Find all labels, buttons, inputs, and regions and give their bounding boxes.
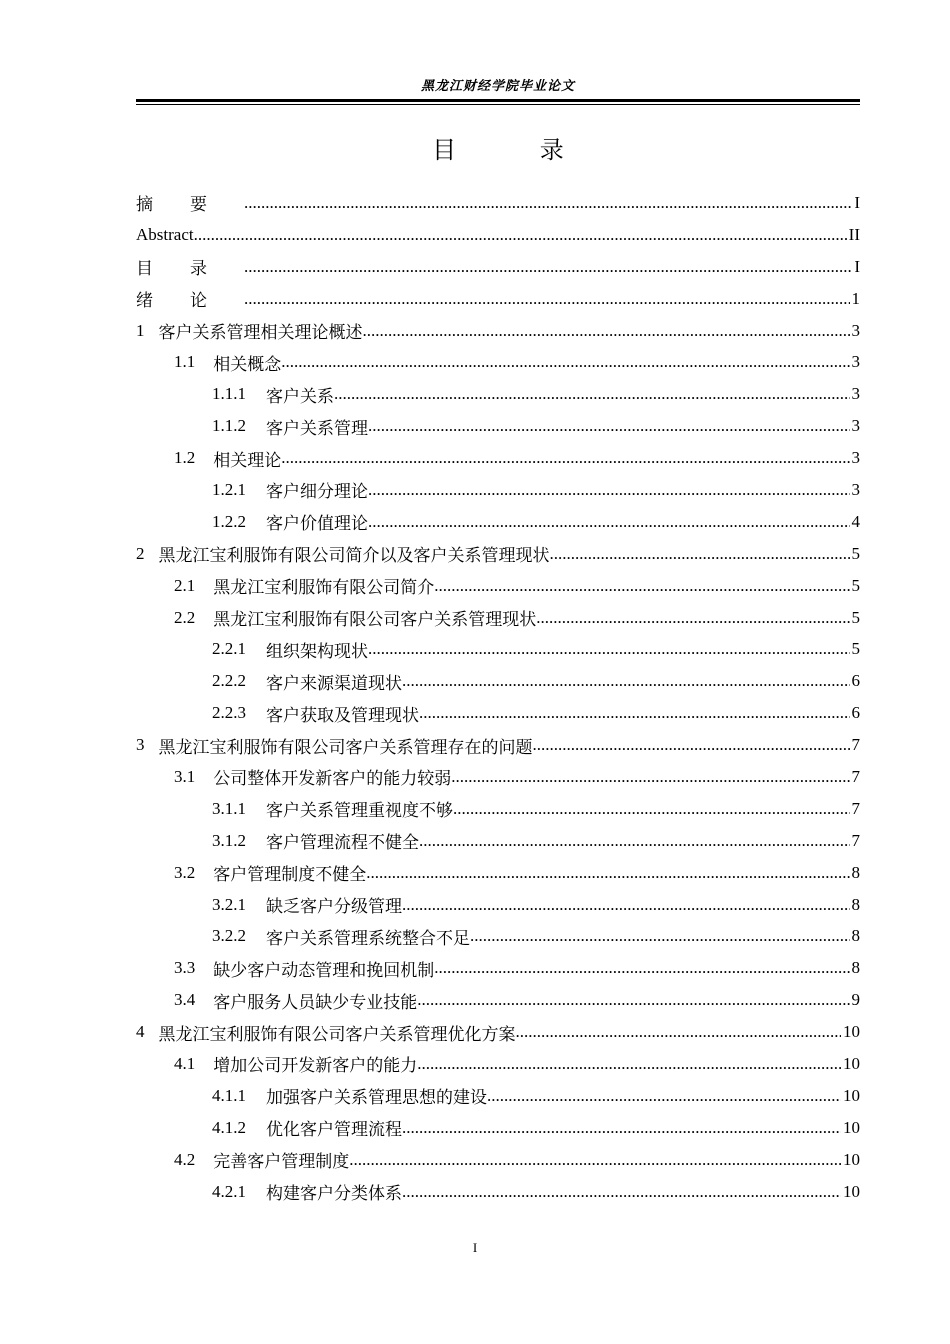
toc-entry-title: 缺少客户动态管理和挽回机制	[213, 960, 435, 980]
toc-entry[interactable]	[136, 1176, 860, 1208]
toc-entry-number: 1.1.1	[212, 384, 246, 404]
toc-entry-title: 相关概念	[213, 354, 282, 374]
toc-entry-leader	[453, 799, 850, 819]
toc-entry-page: 8	[851, 926, 860, 946]
toc-entry[interactable]	[136, 187, 860, 219]
toc-entry-number: 4.2	[174, 1149, 196, 1169]
toc-entry-page: 5	[851, 543, 860, 563]
toc-entry[interactable]	[136, 952, 860, 984]
toc-entry-page: 7	[851, 766, 860, 786]
toc-entry[interactable]	[136, 793, 860, 825]
toc-entry[interactable]	[136, 889, 860, 921]
toc-entry-title: 构建客户分类体系	[266, 1184, 402, 1204]
toc-entry-number: 4.1.2	[212, 1117, 246, 1137]
toc-entry-number: 2.2	[174, 607, 196, 627]
toc-entry-page: 8	[851, 862, 860, 882]
table-of-contents	[136, 187, 860, 1208]
toc-entry-page: 5	[851, 575, 860, 595]
toc-entry-title: 黑龙江宝利服饰有限公司简介以及客户关系管理现状	[158, 546, 550, 566]
toc-entry[interactable]	[136, 506, 860, 538]
toc-entry[interactable]	[136, 602, 860, 634]
toc-entry-page: 7	[851, 830, 860, 850]
toc-entry-number: 4.2.1	[212, 1181, 246, 1201]
toc-entry[interactable]	[136, 474, 860, 506]
toc-entry[interactable]	[136, 1112, 860, 1144]
toc-entry[interactable]	[136, 697, 860, 729]
toc-entry[interactable]	[136, 538, 860, 570]
footer-page-number: I	[472, 1240, 478, 1255]
toc-entry-leader	[402, 671, 850, 691]
toc-entry-leader	[368, 639, 850, 659]
toc-entry-number: 1.2.2	[212, 511, 246, 531]
toc-entry-title: 摘要	[136, 195, 244, 215]
toc-entry-title: 目录	[136, 259, 244, 279]
toc-entry[interactable]	[136, 219, 860, 251]
toc-entry-title: 优化客户管理流程	[266, 1120, 402, 1140]
toc-entry-leader	[536, 608, 849, 628]
toc-entry-number: 2.2.3	[212, 703, 246, 723]
toc-entry-title: 客户关系管理	[266, 418, 368, 438]
toc-entry[interactable]	[136, 761, 860, 793]
toc-entry-number: 3.1.2	[212, 830, 246, 850]
toc-entry[interactable]	[136, 984, 860, 1016]
toc-entry[interactable]	[136, 378, 860, 410]
toc-entry-leader	[244, 193, 852, 213]
toc-entry-leader	[402, 1118, 841, 1138]
toc-entry-title: 缺乏客户分级管理	[266, 897, 402, 917]
toc-entry-page: 3	[851, 416, 860, 436]
toc-entry-leader	[550, 544, 850, 564]
toc-entry-page: 10	[843, 1117, 860, 1137]
toc-entry-title: 组织架构现状	[266, 641, 368, 661]
toc-entry-title: 客户获取及管理现状	[266, 705, 419, 725]
toc-entry-number: 1.1.2	[212, 416, 246, 436]
toc-entry-page: 7	[851, 735, 860, 755]
toc-entry-page: 8	[851, 894, 860, 914]
toc-entry-leader	[402, 895, 850, 915]
toc-entry-number: 3.4	[174, 990, 196, 1010]
toc-title: 目 录	[432, 136, 602, 164]
toc-entry-page: 3	[851, 352, 860, 372]
toc-entry-page: 3	[851, 384, 860, 404]
toc-entry-number: 3.2.2	[212, 926, 246, 946]
toc-entry-leader	[368, 512, 850, 532]
toc-entry-number: 1.2	[174, 448, 196, 468]
toc-entry[interactable]	[136, 315, 860, 347]
toc-entry-title: 客户服务人员缺少专业技能	[213, 992, 418, 1012]
toc-entry-number: 3.3	[174, 958, 196, 978]
toc-entry-number: 4	[136, 1022, 145, 1042]
toc-entry-title: 客户细分理论	[266, 482, 368, 502]
toc-entry-leader	[334, 384, 850, 404]
toc-entry[interactable]	[136, 346, 860, 378]
toc-entry-leader	[244, 289, 850, 309]
toc-entry-title: 完善客户管理制度	[213, 1152, 350, 1172]
toc-entry-title: 绪论	[136, 291, 244, 311]
toc-entry-page: 4	[851, 511, 860, 531]
toc-entry[interactable]	[136, 283, 860, 315]
toc-entry-number: 4.1.1	[212, 1085, 246, 1105]
toc-entry-leader	[366, 863, 849, 883]
toc-entry-number: 2.2.1	[212, 639, 246, 659]
toc-entry-page: 3	[851, 479, 860, 499]
toc-entry[interactable]	[136, 570, 860, 602]
toc-entry-number: 2	[136, 543, 145, 563]
toc-entry-number: 3.1.1	[212, 798, 246, 818]
toc-entry-leader	[419, 703, 850, 723]
toc-entry-page: 10	[843, 1022, 860, 1042]
toc-entry[interactable]	[136, 251, 860, 283]
toc-entry-page: 5	[851, 639, 860, 659]
toc-entry-number: 1.2.1	[212, 479, 246, 499]
toc-entry-leader	[434, 576, 849, 596]
toc-entry-page: 1	[851, 288, 860, 308]
toc-entry-page: 6	[851, 671, 860, 691]
toc-entry-number: 3.1	[174, 766, 196, 786]
toc-entry[interactable]	[136, 1144, 860, 1176]
toc-entry-title: 相关理论	[213, 450, 282, 470]
toc-entry-title: 客户关系	[266, 386, 334, 406]
toc-entry-leader	[349, 1150, 841, 1170]
toc-entry-title: 客户来源渠道现状	[266, 673, 402, 693]
toc-entry-title: 客户关系管理系统整合不足	[266, 928, 470, 948]
toc-entry-number: 1	[136, 320, 145, 340]
toc-entry-leader	[417, 990, 849, 1010]
toc-entry-title: 公司整体开发新客户的能力较弱	[213, 769, 452, 789]
toc-entry-title: 客户管理制度不健全	[213, 865, 367, 885]
toc-entry-leader	[244, 257, 852, 277]
toc-entry-number: 3	[136, 735, 145, 755]
toc-entry-title: 黑龙江宝利服饰有限公司客户关系管理优化方案	[158, 1024, 516, 1044]
toc-entry[interactable]	[136, 729, 860, 761]
toc-entry-page: I	[854, 192, 860, 212]
toc-entry-leader	[402, 1182, 841, 1202]
toc-entry-title: 客户关系管理重视度不够	[266, 801, 453, 821]
toc-entry-page: I	[854, 256, 860, 276]
toc-entry-title: 增加公司开发新客户的能力	[213, 1056, 418, 1076]
header-rule-thick	[136, 99, 860, 102]
toc-entry[interactable]	[136, 1080, 860, 1112]
toc-entry-title: Abstract	[136, 224, 194, 244]
toc-entry-page: 3	[851, 320, 860, 340]
toc-entry[interactable]	[136, 857, 860, 889]
toc-entry-leader	[281, 352, 849, 372]
toc-entry-page: 8	[851, 958, 860, 978]
toc-entry-page: 10	[843, 1149, 860, 1169]
toc-entry-leader	[470, 926, 850, 946]
toc-entry-leader	[194, 225, 847, 245]
toc-entry-leader	[516, 1022, 842, 1042]
toc-entry-title: 黑龙江宝利服饰有限公司简介	[213, 578, 435, 598]
running-header: 黑龙江财经学院毕业论文	[420, 79, 575, 94]
toc-entry-leader	[434, 958, 849, 978]
toc-entry-page: 3	[851, 448, 860, 468]
toc-entry-number: 2.1	[174, 575, 196, 595]
toc-entry-page: II	[848, 224, 860, 244]
toc-entry-page: 10	[843, 1181, 860, 1201]
toc-entry[interactable]	[136, 442, 860, 474]
toc-entry[interactable]	[136, 825, 860, 857]
toc-entry[interactable]	[136, 1048, 860, 1080]
header-rule-thin	[136, 104, 860, 105]
toc-entry-leader	[363, 321, 850, 341]
toc-entry-page: 10	[843, 1085, 860, 1105]
toc-entry-number: 3.2	[174, 862, 196, 882]
toc-entry-title: 黑龙江宝利服饰有限公司客户关系管理现状	[213, 610, 537, 630]
toc-entry-page: 5	[851, 607, 860, 627]
toc-entry-title: 客户关系管理相关理论概述	[158, 323, 363, 342]
toc-entry[interactable]	[136, 665, 860, 697]
toc-entry[interactable]	[136, 633, 860, 665]
toc-entry-leader	[368, 416, 850, 436]
toc-entry-leader	[417, 1054, 841, 1074]
toc-entry-leader	[533, 735, 850, 755]
toc-entry-page: 10	[843, 1053, 860, 1073]
toc-entry-number: 2.2.2	[212, 671, 246, 691]
toc-entry[interactable]	[136, 920, 860, 952]
toc-entry-title: 加强客户关系管理思想的建设	[266, 1088, 487, 1108]
toc-entry[interactable]	[136, 410, 860, 442]
toc-entry-leader	[487, 1086, 841, 1106]
toc-entry-page: 7	[851, 798, 860, 818]
toc-entry-leader	[419, 831, 850, 851]
toc-entry[interactable]	[136, 1016, 860, 1048]
toc-entry-leader	[451, 767, 849, 787]
toc-entry-number: 4.1	[174, 1053, 196, 1073]
toc-entry-title: 黑龙江宝利服饰有限公司客户关系管理存在的问题	[158, 737, 533, 757]
toc-entry-leader	[281, 448, 849, 468]
toc-entry-title: 客户价值理论	[266, 514, 368, 534]
toc-entry-page: 6	[851, 703, 860, 723]
toc-entry-page: 9	[851, 990, 860, 1010]
toc-entry-leader	[368, 480, 850, 500]
toc-entry-title: 客户管理流程不健全	[266, 833, 419, 853]
toc-entry-number: 3.2.1	[212, 894, 246, 914]
toc-entry-number: 1.1	[174, 352, 196, 372]
